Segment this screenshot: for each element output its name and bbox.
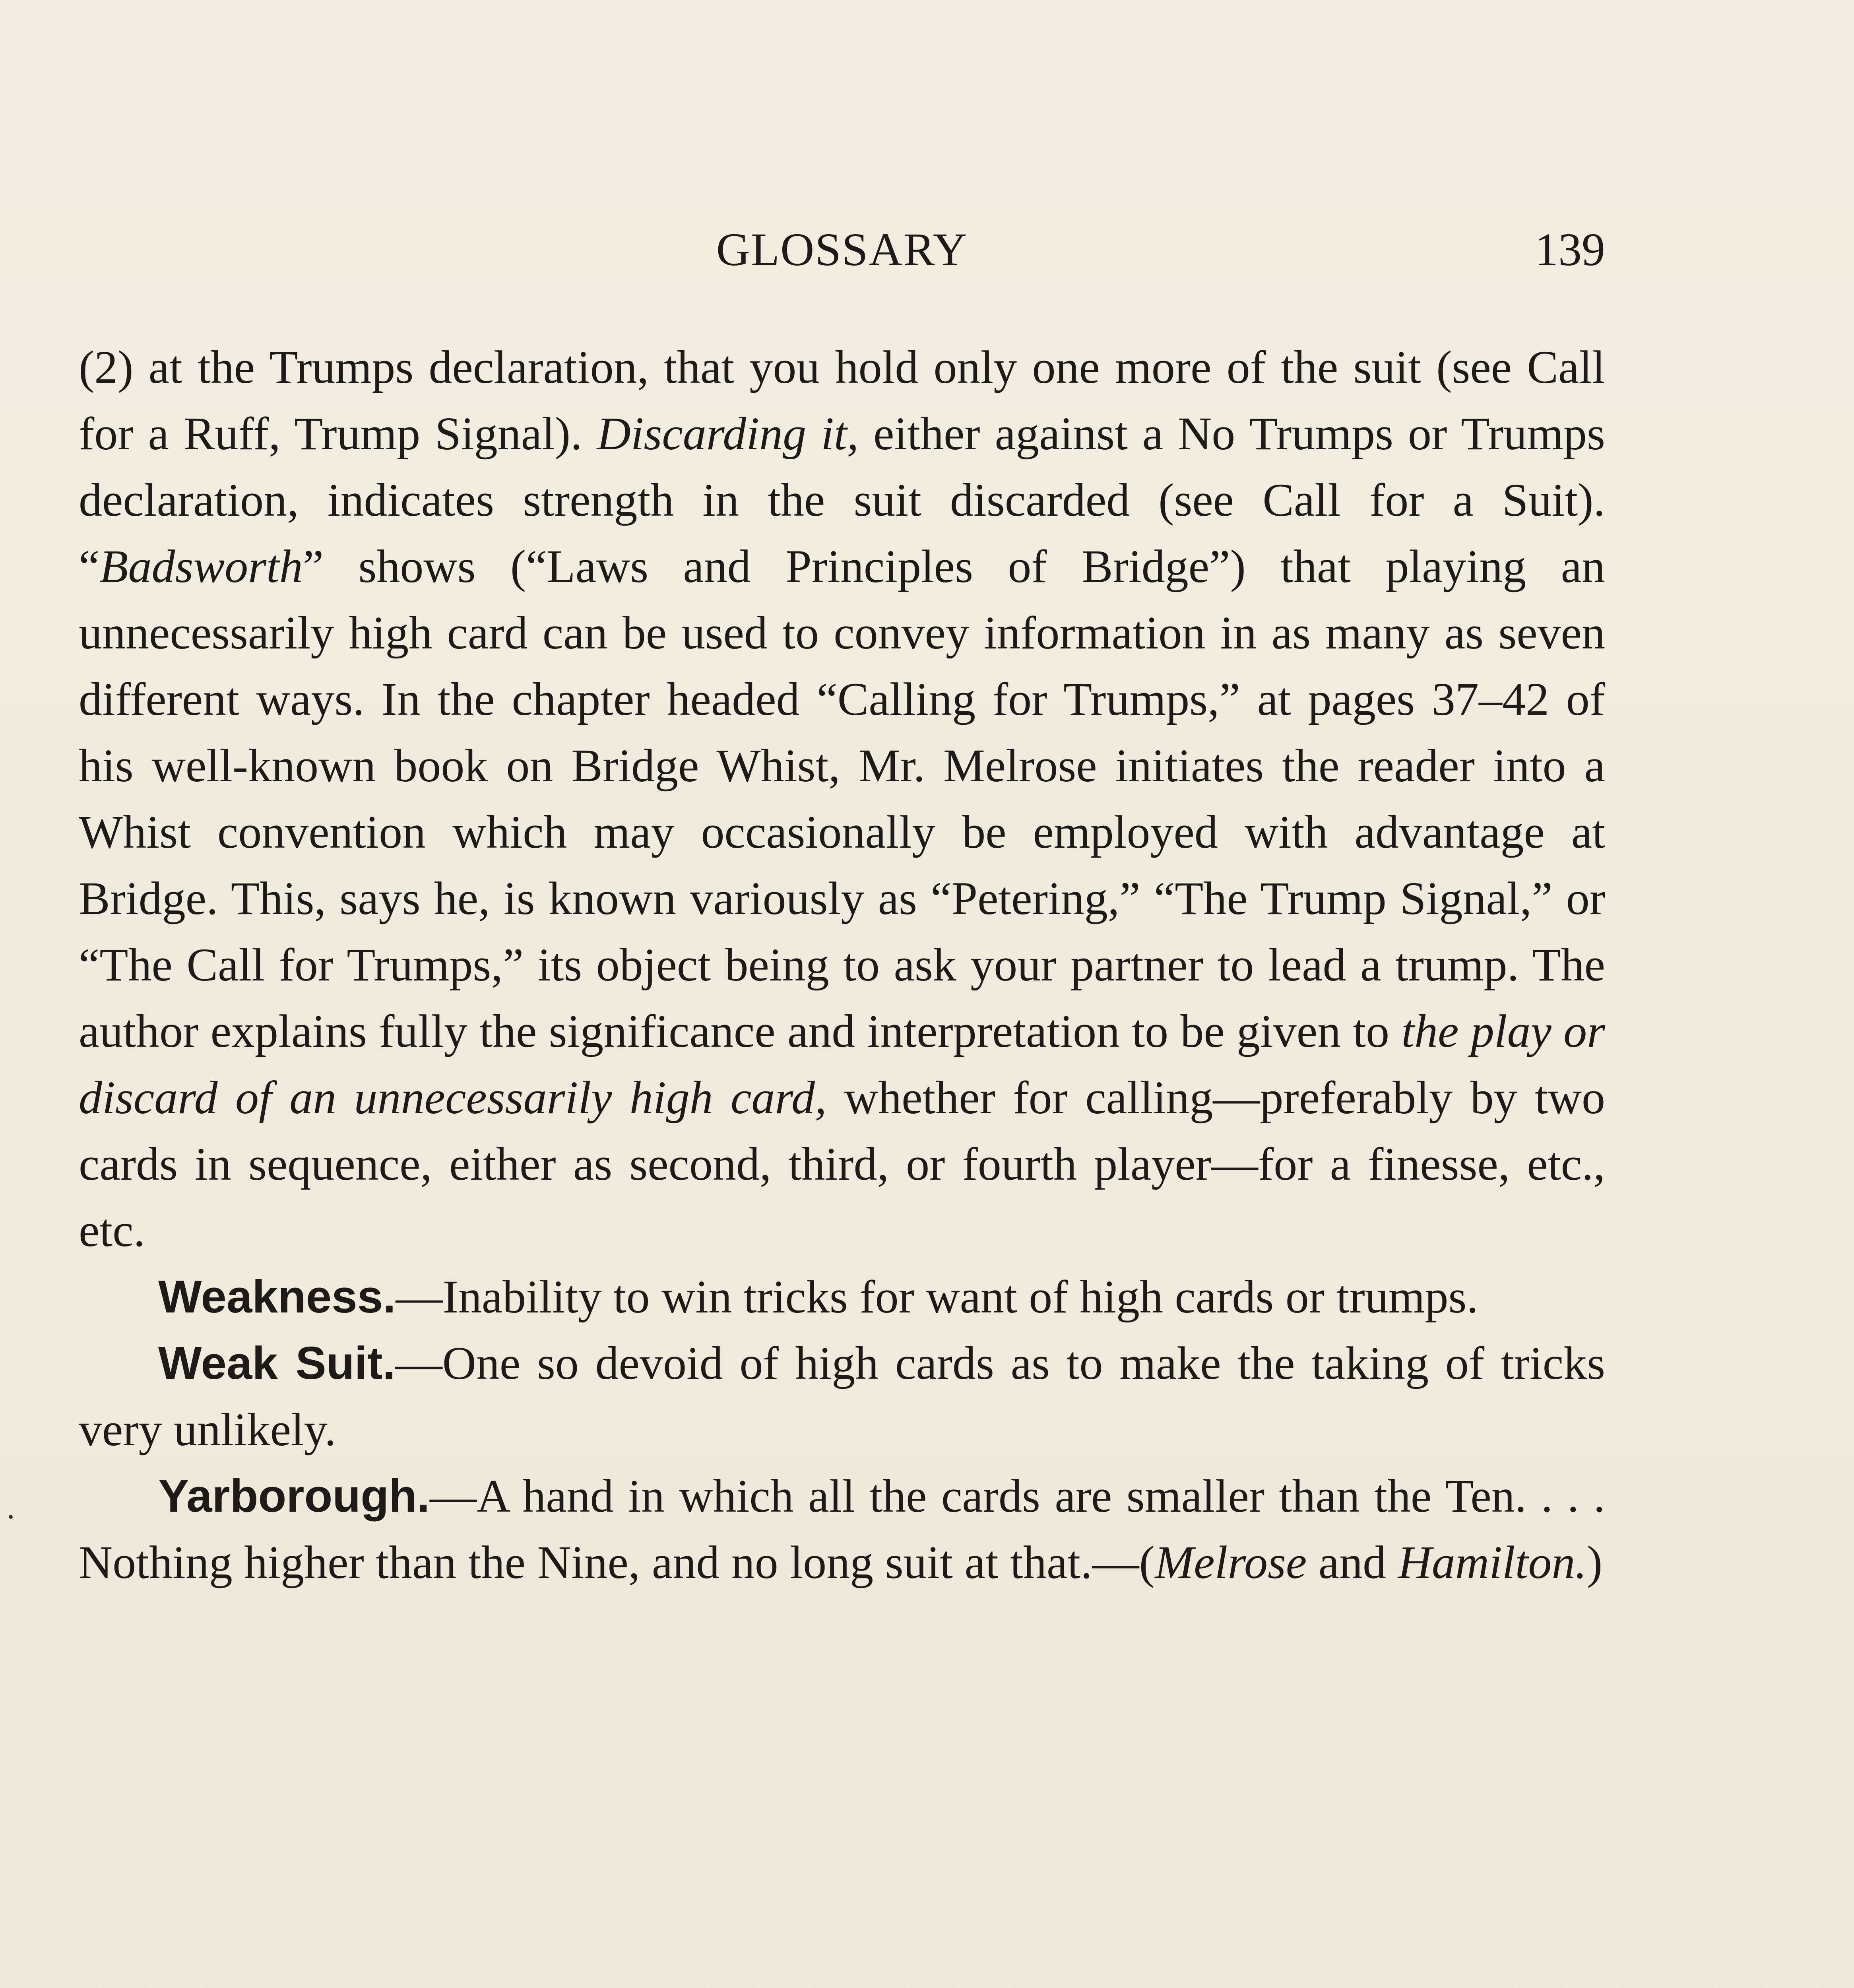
continuation-text-1: (2) at the Trumps declaration, that you hold only one more of the suit (see Call for a Ruff, Trump Signal). — [79, 341, 1605, 460]
running-head — [79, 223, 1605, 290]
running-title: GLOSSARY — [716, 223, 968, 276]
glossary-entry-weak-suit — [79, 1330, 1605, 1463]
paper-speck — [9, 1515, 13, 1519]
citation-close-paren: ) — [1586, 1536, 1603, 1588]
continuation-italic-3: the play or discard of an unnecessarily high card, — [79, 1005, 1605, 1124]
glossary-definition: —One so devoid of high cards as to make the taking of tricks very unlikely. — [79, 1337, 1605, 1456]
glossary-entry-yarborough — [79, 1463, 1605, 1596]
continuation-text-4: whether for calling—preferably by two cards in sequence, either as second, third, or fourth player—for a finesse, etc., etc. — [79, 1072, 1605, 1256]
glossary-term: Weakness. — [158, 1271, 396, 1322]
citation-author-melrose: Melrose — [1154, 1536, 1307, 1588]
continuation-paragraph — [79, 334, 1605, 1264]
continuation-italic-2: Badsworth — [99, 540, 303, 592]
glossary-term: Weak Suit. — [158, 1337, 396, 1389]
continuation-text-3: ” shows (“Laws and Principles of Bridge”) that playing an unnecessarily high card can be used to convey information in as many as seven different ways. In the chapter headed “Calling for Trumps,” at pages 37–42 of his well-known book on Bridge Whist, Mr. Melrose initiates the reader into a Whist convention which may occasionally be employed with advantage at Bridge. This, says he, is known variously as “Petering,” “The Trump Signal,” or “The Call for Trumps,” its object being to ask your partner to lead a trump. The author explains fully the significance and interpretation to be given to — [79, 540, 1605, 1057]
glossary-definition: —Inability to win tricks for want of high cards or trumps. — [396, 1271, 1478, 1323]
glossary-definition: —A hand in which all the cards are smaller than the Ten. . . . Nothing higher than the Nine, and no long suit at that.—( — [79, 1470, 1605, 1588]
glossary-entry-weakness — [79, 1264, 1605, 1330]
glossary-term: Yarborough. — [158, 1470, 430, 1522]
citation-conjunction: and — [1307, 1536, 1398, 1588]
glossary-body — [79, 334, 1605, 1596]
continuation-italic-1: Discarding it, — [597, 408, 859, 460]
page-number: 139 — [1535, 223, 1605, 276]
continuation-text-2: either against a No Trumps or Trumps declaration, indicates strength in the suit discarded (see Call for a Suit). “ — [79, 408, 1605, 592]
citation-author-hamilton: Hamilton. — [1398, 1536, 1587, 1588]
